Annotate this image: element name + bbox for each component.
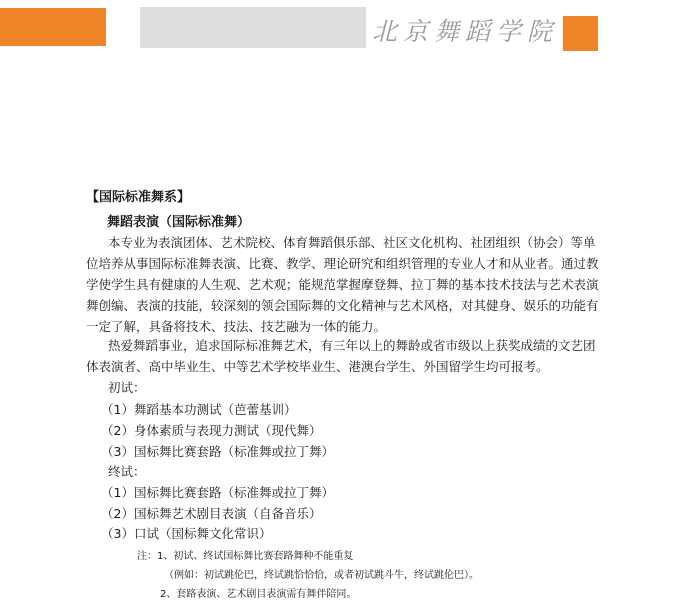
final-item: （3）口试（国标舞文化常识） xyxy=(101,526,272,541)
note-example: （例如：初试跳伦巴，终试跳恰恰恰，或者初试跳斗牛，终试跳伦巴）。 xyxy=(164,570,479,581)
final-label: 终试： xyxy=(108,464,146,479)
section-title: 【国际标准舞系】 xyxy=(86,190,191,205)
intro-line: 本专业为表演团体、艺术院校、体育舞蹈俱乐部、社区文化机构、社团组织（协会）等单 xyxy=(108,235,596,250)
header-orange-block-left xyxy=(0,8,106,46)
eligibility-paragraph xyxy=(86,335,606,377)
note-line: 2、套路表演、艺术剧目表演需有舞伴陪同。 xyxy=(160,589,357,600)
preliminary-item: （2）身体素质与表现力测试（现代舞） xyxy=(101,423,322,438)
header-orange-block-right xyxy=(563,16,598,51)
intro-line: 一定了解，具备将技术、技法、技艺融为一体的能力。 xyxy=(86,319,387,334)
final-item: （1）国标舞比赛套路（标准舞或拉丁舞） xyxy=(101,485,334,500)
preliminary-item: （1）舞蹈基本功测试（芭蕾基训） xyxy=(101,402,297,417)
preliminary-label: 初试： xyxy=(108,380,146,395)
eligibility-line: 热爱舞蹈事业，追求国际标准舞艺术，有三年以上的舞龄或省市级以上获奖成绩的文艺团 xyxy=(108,338,596,353)
school-logo: 北京舞蹈学院 xyxy=(372,17,559,46)
eligibility-line: 体表演者、高中毕业生、中等艺术学校毕业生、港澳台学生、外国留学生均可报考。 xyxy=(86,359,549,374)
major-title: 舞蹈表演（国际标准舞） xyxy=(107,215,251,230)
final-item: （2）国标舞艺术剧目表演（自备音乐） xyxy=(101,506,322,521)
header-gray-bar xyxy=(140,7,366,48)
intro-line: 位培养从事国际标准舞表演、比赛、教学、理论研究和组织管理的专业人才和从业者。通过教 xyxy=(86,256,599,271)
note-line: 注：1、初试、终试国标舞比赛套路舞种不能重复 xyxy=(137,551,354,562)
intro-paragraph xyxy=(86,232,606,337)
intro-line: 学使学生具有健康的人生观、艺术观；能规范掌握摩登舞、拉丁舞的基本技术技法与艺术表演 xyxy=(86,277,599,292)
preliminary-item: （3）国标舞比赛套路（标准舞或拉丁舞） xyxy=(101,444,334,459)
intro-line: 舞创编、表演的技能，较深刻的领会国际舞的文化精神与艺术风格，对其健身、娱乐的功能有 xyxy=(86,298,599,313)
